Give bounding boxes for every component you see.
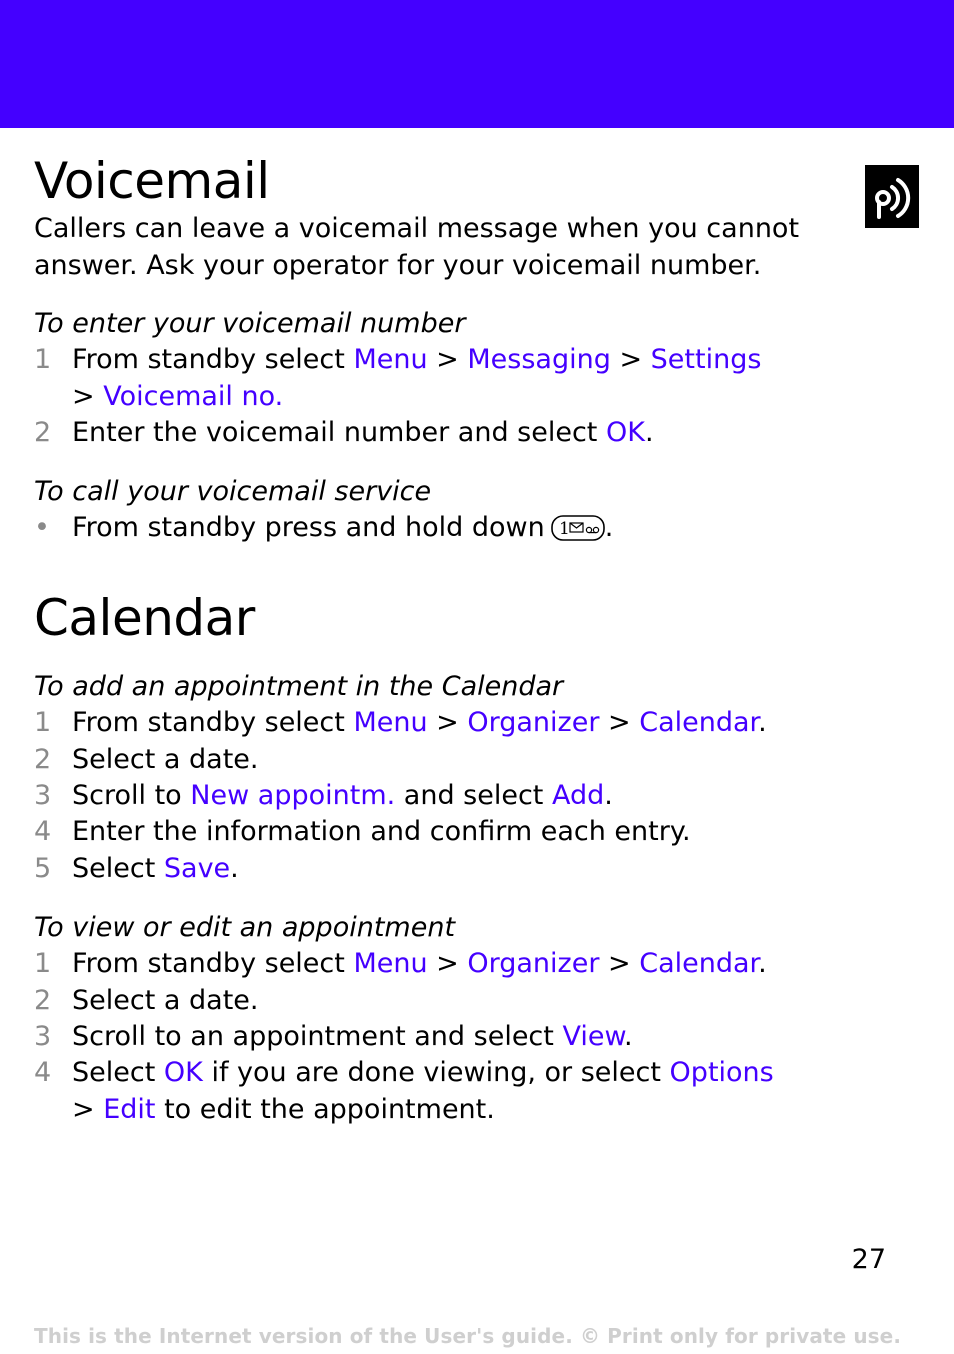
voicemail-speaker-icon (865, 165, 919, 228)
step-number: 5 (34, 853, 52, 884)
step-number: 4 (34, 1057, 52, 1088)
step-text-part: . (604, 780, 613, 811)
new-appointment-link: New appointm. (190, 780, 396, 811)
separator: > (72, 380, 104, 412)
save-link: Save (163, 853, 231, 884)
svg-text:1: 1 (558, 519, 570, 539)
menu-link: Menu (353, 948, 428, 979)
step-text-part: From standby select (72, 948, 354, 979)
step-text (72, 983, 832, 1020)
step-text (72, 946, 832, 983)
step-text-part: to edit the appointment. (155, 1093, 495, 1125)
key-1-voicemail-icon (551, 515, 605, 552)
intro-line: Callers can leave a voicemail message when you cannot (34, 213, 800, 244)
step-number: 2 (34, 744, 52, 775)
ok-link: OK (163, 1057, 203, 1088)
step-text (72, 415, 832, 452)
step-text (72, 342, 832, 415)
intro-line: answer. Ask your operator for your voicemail number. (34, 250, 762, 281)
calendar-link: Calendar (639, 707, 759, 738)
step-text-part: . (604, 512, 614, 543)
menu-link: Menu (353, 707, 428, 738)
step-text-part: . (758, 707, 767, 738)
step-text-part: Enter the voicemail number and select (72, 417, 606, 448)
separator: > (599, 948, 640, 979)
step-text-part: Select (72, 853, 164, 884)
step-text-part: Scroll to an appointment and select (72, 1021, 563, 1052)
step-text-part: . (758, 948, 767, 979)
page-number: 27 (851, 1244, 886, 1275)
settings-link: Settings (650, 344, 762, 375)
step-text (72, 1055, 832, 1128)
organizer-link: Organizer (467, 707, 600, 738)
step-text-part: . (230, 853, 239, 884)
view-link: View (562, 1021, 625, 1052)
step-number: 3 (34, 780, 52, 811)
separator: > (72, 1093, 104, 1125)
step-number: 4 (34, 816, 52, 847)
step-text-part: From standby press and hold down (72, 512, 545, 543)
step-text-part: Select (72, 1057, 164, 1088)
call-voicemail-heading: To call your voicemail service (34, 476, 432, 507)
step-text-part: and select (395, 780, 552, 811)
step-text-part: if you are done viewing, or select (202, 1057, 670, 1088)
voicemail-no-link: Voicemail no. (103, 380, 284, 412)
ok-link: OK (605, 417, 645, 448)
edit-link: Edit (103, 1093, 156, 1125)
enter-voicemail-heading: To enter your voicemail number (34, 308, 466, 339)
separator: > (599, 707, 640, 738)
separator: > (427, 344, 468, 375)
separator: > (427, 948, 468, 979)
step-text-part: Scroll to (72, 780, 191, 811)
step-4 (34, 1055, 834, 1129)
step-text-part: Select a date. (72, 744, 259, 775)
step-text (72, 510, 832, 552)
options-link: Options (669, 1057, 774, 1088)
voicemail-intro (34, 210, 844, 284)
messaging-link: Messaging (467, 344, 611, 375)
add-appointment-heading: To add an appointment in the Calendar (34, 671, 564, 702)
bullet-glyph: • (34, 512, 50, 543)
step-text (72, 851, 832, 888)
separator: > (610, 344, 651, 375)
add-link: Add (551, 780, 605, 811)
step-text-part: Select a date. (72, 985, 259, 1016)
step-number: 1 (34, 707, 52, 738)
footer-notice: This is the Internet version of the User's guide. © Print only for private use. (34, 1324, 902, 1348)
step-text-part: . (624, 1021, 633, 1052)
calendar-link: Calendar (639, 948, 759, 979)
view-appointment-heading: To view or edit an appointment (34, 912, 456, 943)
step-text-part: Enter the information and confirm each entry. (72, 816, 691, 847)
step-text-part: From standby select (72, 344, 354, 375)
step-text (72, 814, 832, 851)
step-number: 1 (34, 948, 52, 979)
step-text (72, 705, 832, 742)
step-number: 2 (34, 417, 52, 448)
step-1 (34, 342, 834, 416)
step-text (72, 778, 832, 815)
step-text-part: From standby select (72, 707, 354, 738)
organizer-link: Organizer (467, 948, 600, 979)
step-number: 1 (34, 344, 52, 375)
header-band (0, 0, 954, 128)
step-number: 3 (34, 1021, 52, 1052)
step-number: 2 (34, 985, 52, 1016)
menu-link: Menu (353, 344, 428, 375)
step-text-part: . (644, 417, 654, 448)
step-text (72, 1019, 832, 1056)
voicemail-title: Voicemail (34, 152, 270, 210)
calendar-title: Calendar (34, 589, 255, 647)
step-text (72, 742, 832, 779)
separator: > (427, 707, 468, 738)
